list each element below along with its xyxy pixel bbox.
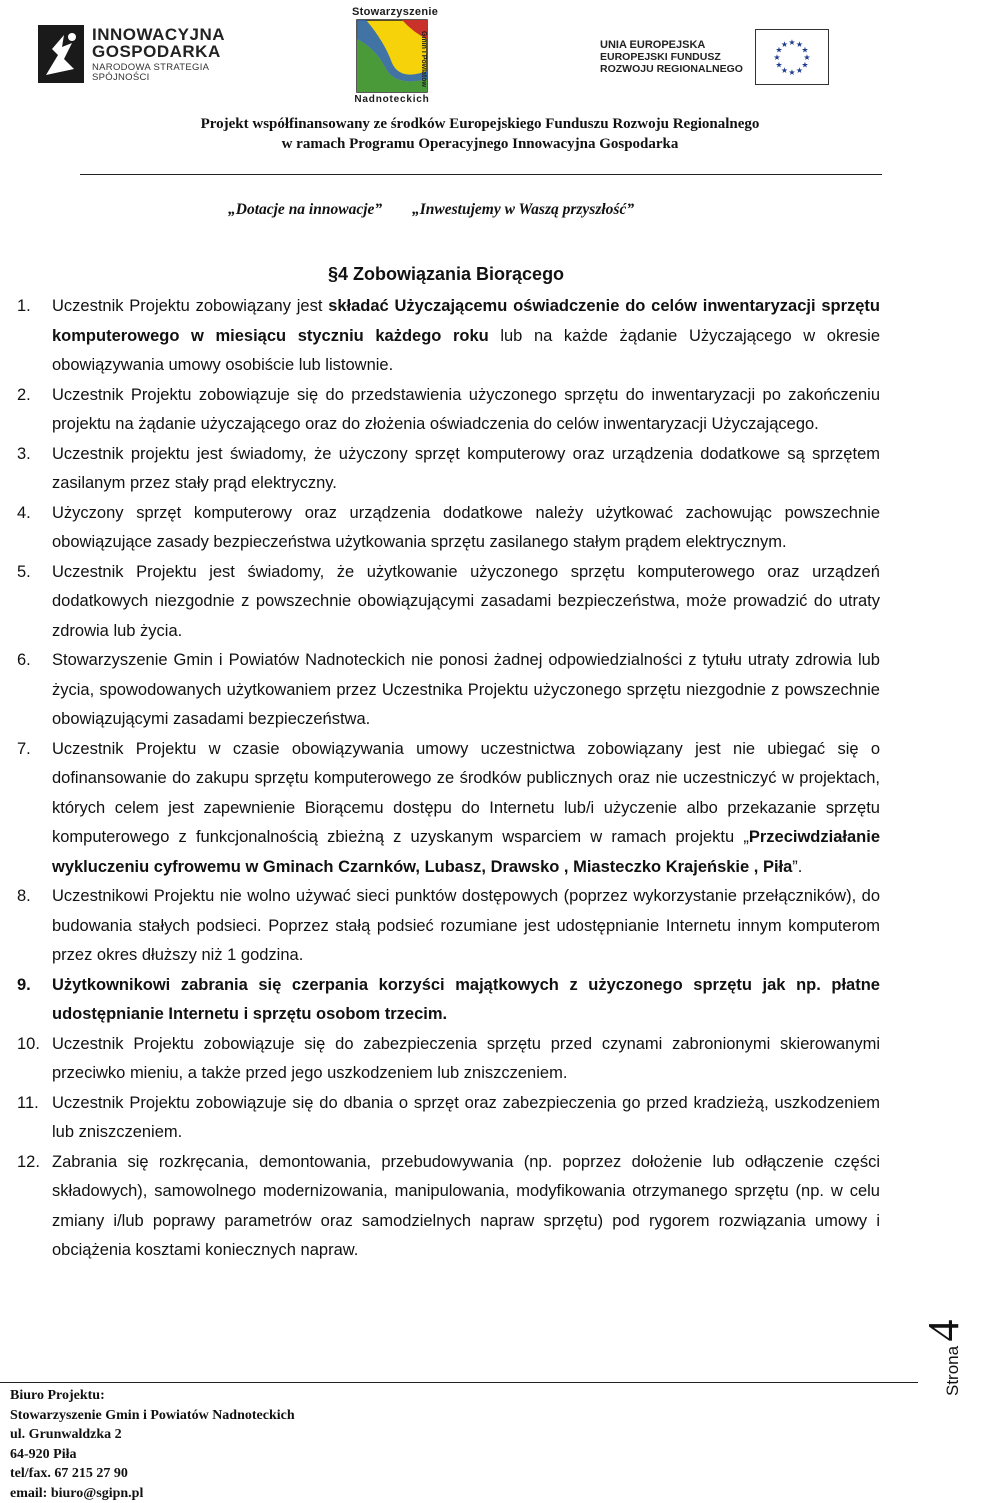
- association-logo-top: Stowarzyszenie: [352, 6, 432, 18]
- obligations-list: [17, 292, 880, 1266]
- list-item-number: 12.: [17, 1148, 40, 1178]
- eu-star-icon: ★: [801, 61, 808, 70]
- list-item-text: Uczestnik projektu jest świadomy, że użyczony sprzęt komputerowy oraz urządzenia dodatkowe są sprzętem zasilanym przez stały prąd elektryczny.: [52, 445, 880, 493]
- list-item: [17, 1148, 880, 1266]
- list-item-text: Zabrania się rozkręcania, demontowania, przebudowywania (np. poprzez dołożenie lub odłączenie części składowych), samowolnego modernizowania, manipulowania, modyfikowania otrzymanego sprzętu (np. w celu zmiany i/lub poprawy parametrów oraz samodzielnych napraw sprzętu) pod rygorem rozwiązania umowy i obciążenia kosztami koniecznych napraw.: [52, 1153, 880, 1260]
- page-number-value: 4: [919, 1319, 968, 1341]
- logo-left-line3: NARODOWA STRATEGIA SPÓJNOŚCI: [92, 63, 238, 82]
- tagline-2: „Inwestujemy w Waszą przyszłość”: [412, 201, 634, 218]
- list-item-text: Uczestnik Projektu zobowiązany jest: [52, 297, 328, 315]
- logo-left-line1: INNOWACYJNA: [92, 26, 238, 43]
- list-item-number: 4.: [17, 499, 31, 529]
- ig-emblem-icon: [38, 25, 84, 83]
- list-item-number: 6.: [17, 646, 31, 676]
- list-item-text: Uczestnik Projektu zobowiązuje się do przedstawienia użyczonego sprzętu do inwentaryzacji po zakończeniu projektu na żądanie użyczającego oraz do złożenia oświadczenia do celów inwentaryzacji Użyczającego.: [52, 386, 880, 434]
- association-logo: [352, 6, 432, 106]
- footer-address: [10, 1386, 295, 1503]
- eu-logo-line2: EUROPEJSKI FUNDUSZ: [600, 51, 743, 63]
- association-emblem-icon: [356, 19, 428, 93]
- footer-org: Stowarzyszenie Gmin i Powiatów Nadnoteckich: [10, 1406, 295, 1426]
- page-label: Strona: [943, 1346, 962, 1396]
- list-item: [17, 882, 880, 971]
- tagline-1: „Dotacje na innowacje”: [228, 201, 382, 218]
- list-item-text: ”.: [792, 858, 802, 876]
- list-item: [17, 381, 880, 440]
- list-item-text: Użytkownikowi zabrania się czerpania korzyści majątkowych z użyczonego sprzętu jak np. płatne udostępnianie Internetu i sprzętu osobom trzecim.: [52, 976, 880, 1024]
- footer-email: email: biuro@sgipn.pl: [10, 1484, 295, 1503]
- list-item-text: Uczestnik Projektu zobowiązuje się do dbania o sprzęt oraz zabezpieczenia go przed kradzieżą, uszkodzeniem lub zniszczeniem.: [52, 1094, 880, 1142]
- eu-logo-line1: UNIA EUROPEJSKA: [600, 39, 743, 52]
- footer-label: Biuro Projektu:: [10, 1386, 295, 1406]
- list-item-number: 11.: [17, 1089, 39, 1119]
- innowacyjna-gospodarka-logo: [38, 22, 238, 86]
- list-item-number: 7.: [17, 735, 31, 765]
- list-item-text: Uczestnik Projektu w czasie obowiązywania umowy uczestnictwa zobowiązany jest nie ubiegać się o dofinansowanie do zakupu sprzętu komputerowego ze środków publicznych oraz nie uczestniczyć w projektach, których celem jest zapewnienie Biorącemu dostępu do Internetu lub/i użyczenie albo przekazanie sprzętu komputerowego z funkcjonalnością zbieżną z uzyskanym wsparciem w ramach projektu „: [52, 740, 880, 847]
- footer-city: 64-920 Piła: [10, 1445, 295, 1465]
- footer-phone: tel/fax. 67 215 27 90: [10, 1464, 295, 1484]
- list-item: [17, 499, 880, 558]
- project-line-1: Projekt współfinansowany ze środków Europejskiego Funduszu Rozwoju Regionalnego: [0, 116, 960, 133]
- list-item: [17, 735, 880, 883]
- eu-star-icon: ★: [803, 53, 810, 62]
- list-item-number: 5.: [17, 558, 31, 588]
- logo-left-line2: GOSPODARKA: [92, 43, 238, 60]
- list-item: [17, 646, 880, 735]
- list-item-text: Uczestnikowi Projektu nie wolno używać sieci punktów dostępowych (poprzez wykorzystanie przełączników), do budowania stałych podsieci. Poprzez stałą podsieć rozumiane jest udostępnianie Internetu innym komputerom przez okres dłuższy niż 1 godzina.: [52, 887, 880, 964]
- tagline: [228, 201, 660, 219]
- list-item-text: lub na każde żądanie Użyczającego w okresie obowiązywania umowy osobiście lub listownie.: [52, 327, 880, 375]
- eu-logo-line3: ROZWOJU REGIONALNEGO: [600, 63, 743, 75]
- eu-star-icon: ★: [781, 66, 788, 75]
- eu-star-icon: ★: [775, 61, 782, 70]
- list-item-number: 1.: [17, 292, 31, 322]
- list-item-number: 2.: [17, 381, 31, 411]
- list-item: [17, 292, 880, 381]
- eu-star-icon: ★: [796, 66, 803, 75]
- list-item: [17, 1030, 880, 1089]
- list-item-number: 9.: [17, 971, 31, 1001]
- eu-star-icon: ★: [796, 40, 803, 49]
- list-item-text: Uczestnik Projektu jest świadomy, że użytkowanie użyczonego sprzętu komputerowego oraz urządzeń dodatkowych niezgodnie z powszechnie obowiązującymi zasadami bezpieczeństwa, może prowadzić do utraty zdrowia lub życia.: [52, 563, 880, 640]
- eu-star-icon: ★: [775, 46, 782, 55]
- eu-star-icon: ★: [781, 40, 788, 49]
- list-item: [17, 558, 880, 647]
- list-item-text: Przeciwdziałanie wykluczeniu cyfrowemu w Gminach Czarnków, Lubasz, Drawsko , Miasteczko Krajeńskie , Piła: [52, 828, 880, 876]
- list-item: [17, 440, 880, 499]
- eu-star-icon: ★: [773, 53, 780, 62]
- eu-star-icon: ★: [801, 46, 808, 55]
- page-number: [912, 1300, 982, 1400]
- eu-star-icon: ★: [788, 68, 795, 77]
- eu-star-icon: ★: [788, 38, 795, 47]
- list-item-text: składać Użyczającemu oświadczenie do celów inwentaryzacji sprzętu komputerowego w miesiącu styczniu każdego roku: [52, 297, 880, 345]
- list-item-number: 8.: [17, 882, 31, 912]
- header-divider: [80, 174, 882, 175]
- list-item-text: Użyczony sprzęt komputerowy oraz urządzenia dodatkowe należy użytkować zachowując powszechnie obowiązujące zasady bezpieczeństwa użytkowania sprzętu zasilanego stałym prądem elektrycznym.: [52, 504, 880, 552]
- list-item-number: 3.: [17, 440, 31, 470]
- eu-flag-icon: [755, 29, 829, 85]
- association-logo-middle: Gmin i Powiatów: [420, 31, 427, 88]
- eu-logo: [600, 28, 850, 86]
- footer-street: ul. Grunwaldzka 2: [10, 1425, 295, 1445]
- list-item-number: 10.: [17, 1030, 40, 1060]
- list-item-text: Stowarzyszenie Gmin i Powiatów Nadnoteckich nie ponosi żadnej odpowiedzialności z tytułu utraty zdrowia lub życia, spowodowanych użytkowaniem przez Uczestnika Projektu użyczonego sprzętu niezgodnie z powszechnie obowiązującymi zasadami bezpieczeństwa.: [52, 651, 880, 728]
- list-item: [17, 971, 880, 1030]
- list-item: [17, 1089, 880, 1148]
- list-item-text: Uczestnik Projektu zobowiązuje się do zabezpieczenia sprzętu przed czynami zabronionymi skierowanymi przeciwko mieniu, a także przed jego uszkodzeniem lub zniszczeniem.: [52, 1035, 880, 1083]
- project-line-2: w ramach Programu Operacyjnego Innowacyjna Gospodarka: [0, 136, 960, 153]
- association-logo-bottom: Nadnoteckich: [352, 94, 432, 105]
- section-title: §4 Zobowiązania Biorącego: [328, 264, 564, 285]
- footer-divider: [0, 1382, 918, 1383]
